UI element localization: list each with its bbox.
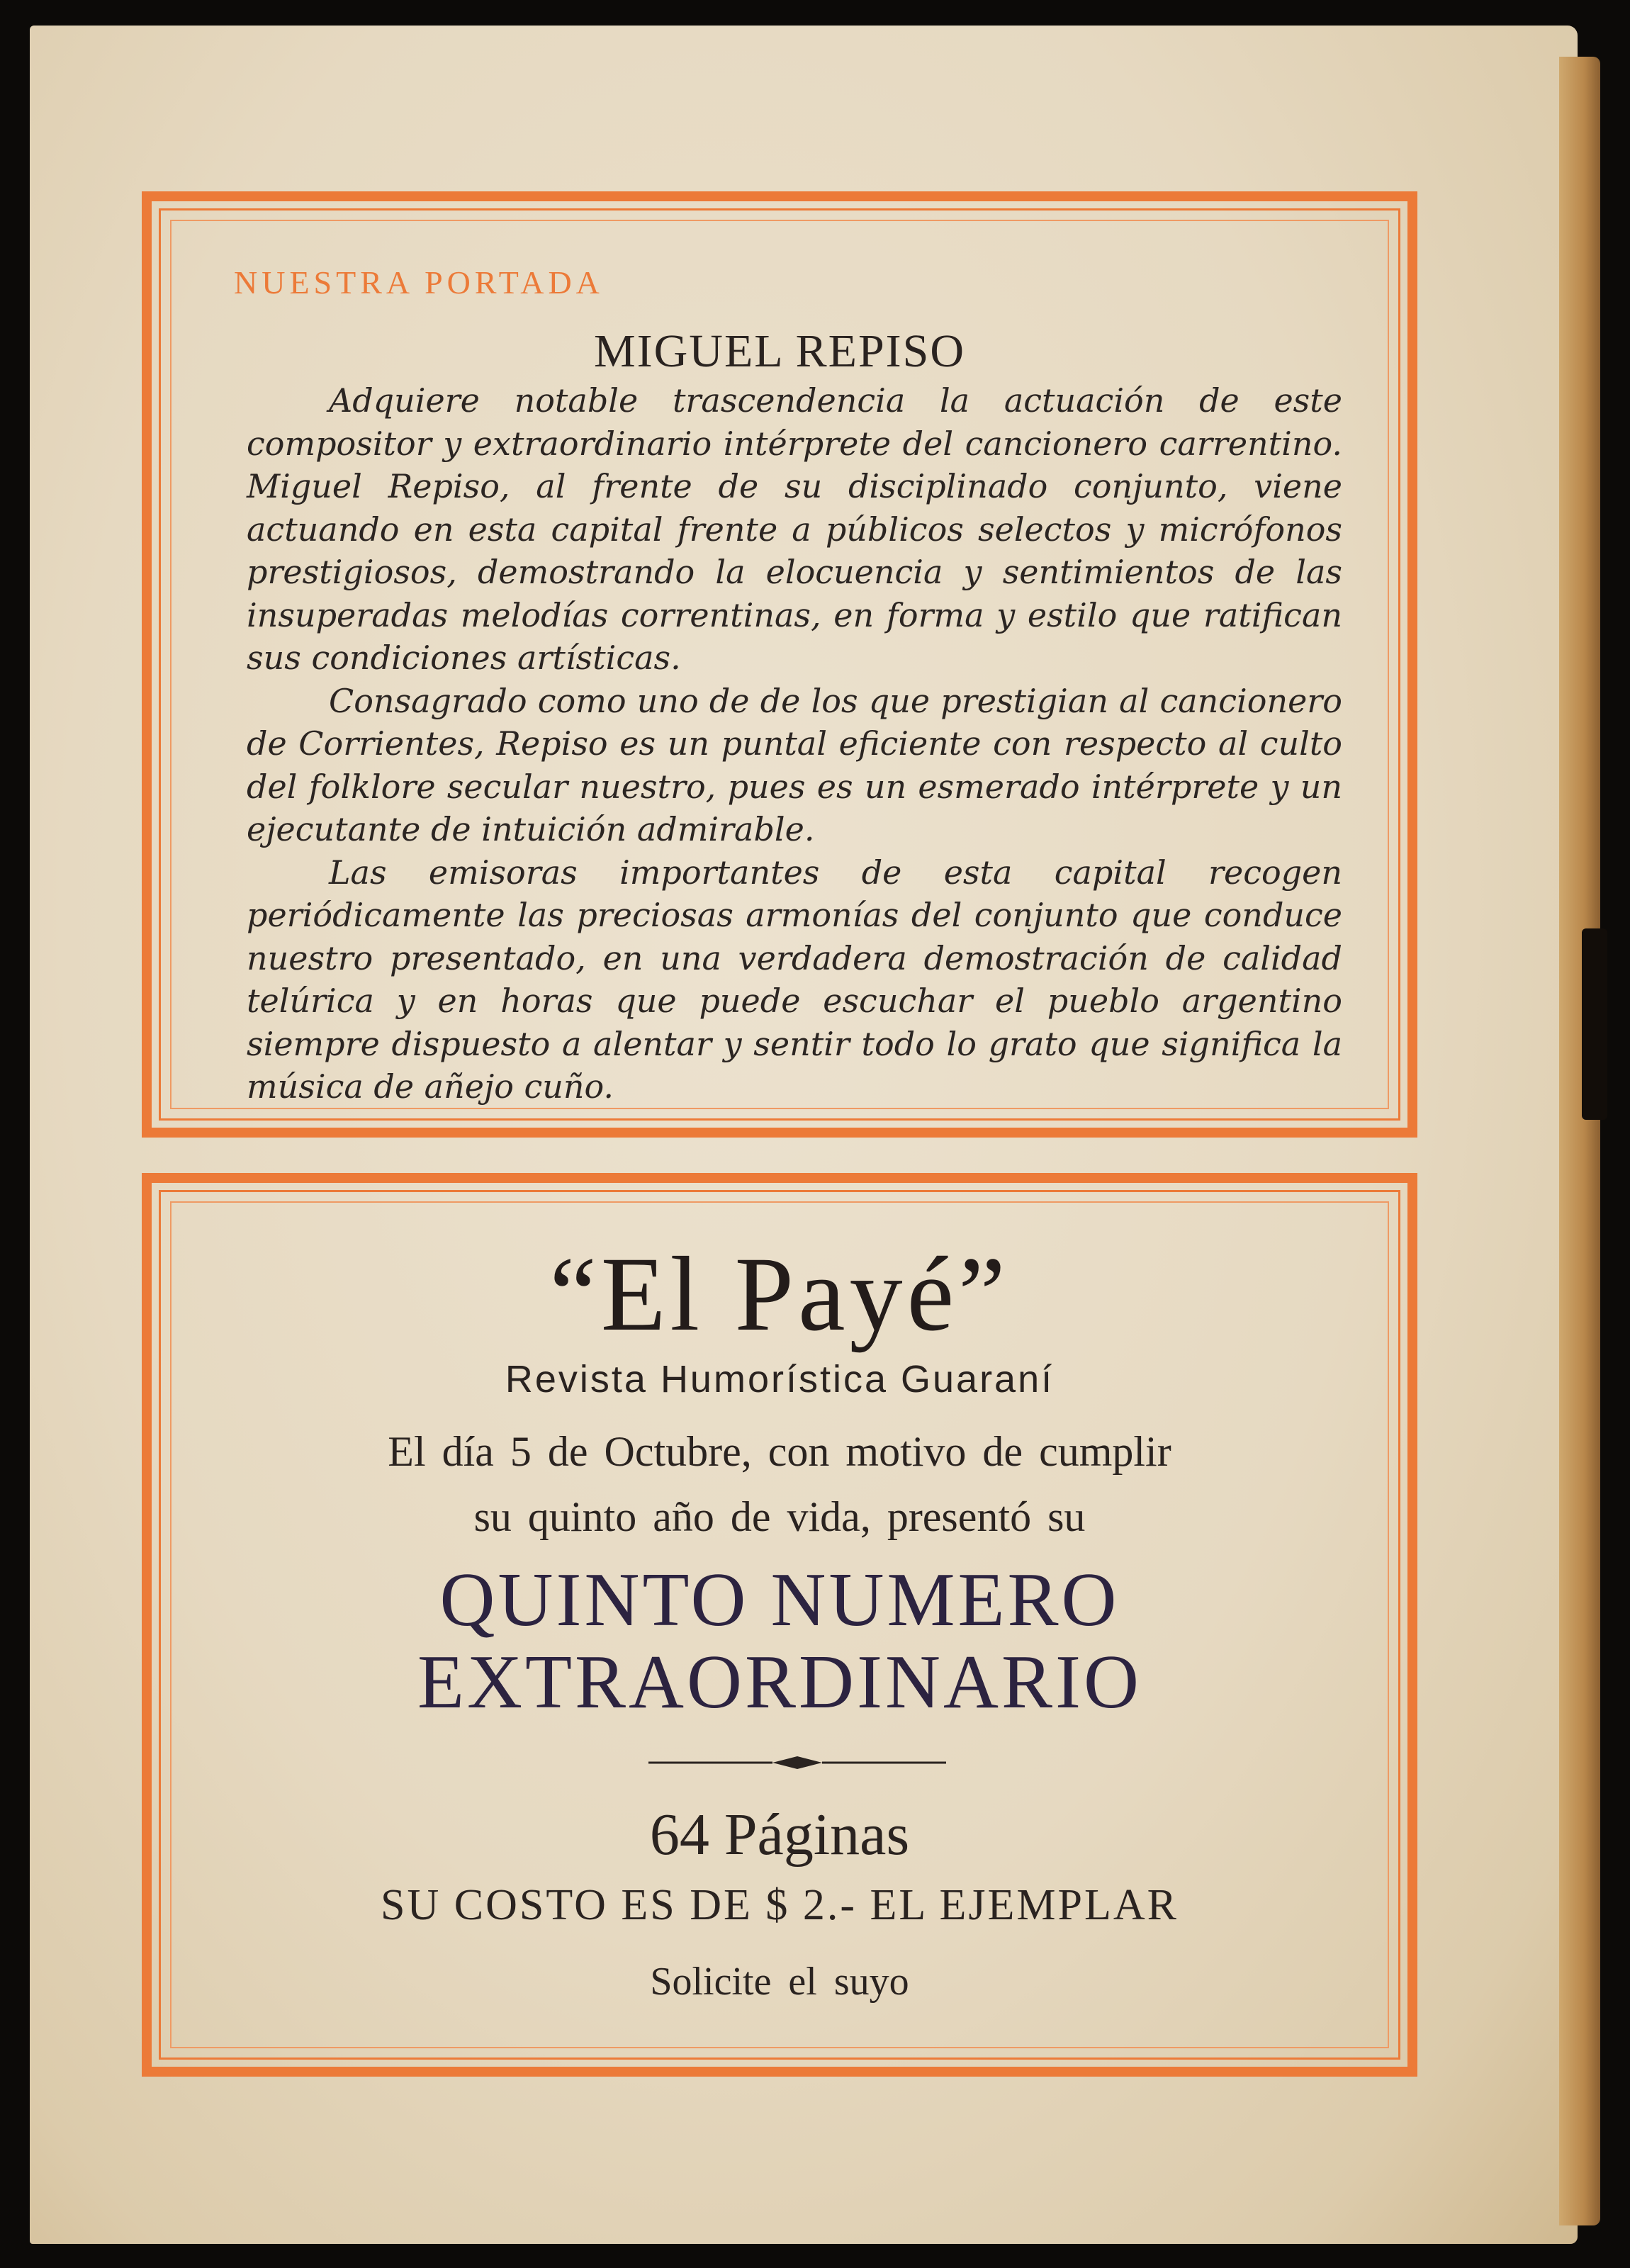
headline	[142, 1559, 1417, 1724]
article-title: MIGUEL REPISO	[593, 325, 966, 377]
binding-tab	[1582, 928, 1607, 1120]
announcement-line-2: su quinto año de vida, presentó su	[473, 1493, 1086, 1540]
article-paragraph-3: Las emisoras importantes de esta capital recogen periódicamente las preciosas armonías del conjunto que conduce nuestro presentado, en una verdadera demostración de calidad telúrica y en horas que puede escuchar el pueblo argentino siempre dispuesto a alentar y sentir todo lo grato que significa la música de añejo cuño.	[247, 853, 1342, 1106]
headline-line-1: QUINTO NUMERO	[439, 1558, 1120, 1642]
magazine-subtitle: Revista Humorística Guaraní	[505, 1358, 1055, 1400]
article-paragraph-2: Consagrado como uno de de los que prestigian al cancionero de Corrientes, Repiso es un puntal eficiente con respecto al culto del folklore secular nuestro, pues es un esmerado intérprete y un ejecutante de intuición admirable.	[247, 681, 1342, 848]
announcement	[142, 1419, 1417, 1549]
article-paragraph-1: Adquiere notable trascendencia la actuación de este compositor y extraordinario intérprete del cancionero carrentino. Miguel Repiso, al frente de su disciplinado conjunto, viene actuando en esta capital frente a públicos selectos y micrófonos prestigiosos, demostrando la elocuencia y sentimientos de las insuperadas melodías correntinas, en forma y estilo que ratifican sus condiciones artísticas.	[247, 381, 1342, 677]
announcement-line-1: El día 5 de Octubre, con motivo de cumplir	[388, 1428, 1171, 1475]
magazine-title: “El Payé”	[549, 1235, 1010, 1353]
section-kicker: NUESTRA PORTADA	[234, 264, 604, 301]
price-line: SU COSTO ES DE $ 2.- EL EJEMPLAR	[381, 1881, 1179, 1929]
headline-line-2: EXTRAORDINARIO	[417, 1640, 1142, 1724]
divider-ornament-icon	[648, 1754, 946, 1771]
article-body	[247, 379, 1342, 1108]
page-count: 64 Páginas	[649, 1802, 910, 1868]
call-to-action: Solicite el suyo	[650, 1960, 909, 2004]
next-page-edge	[1559, 57, 1600, 2225]
